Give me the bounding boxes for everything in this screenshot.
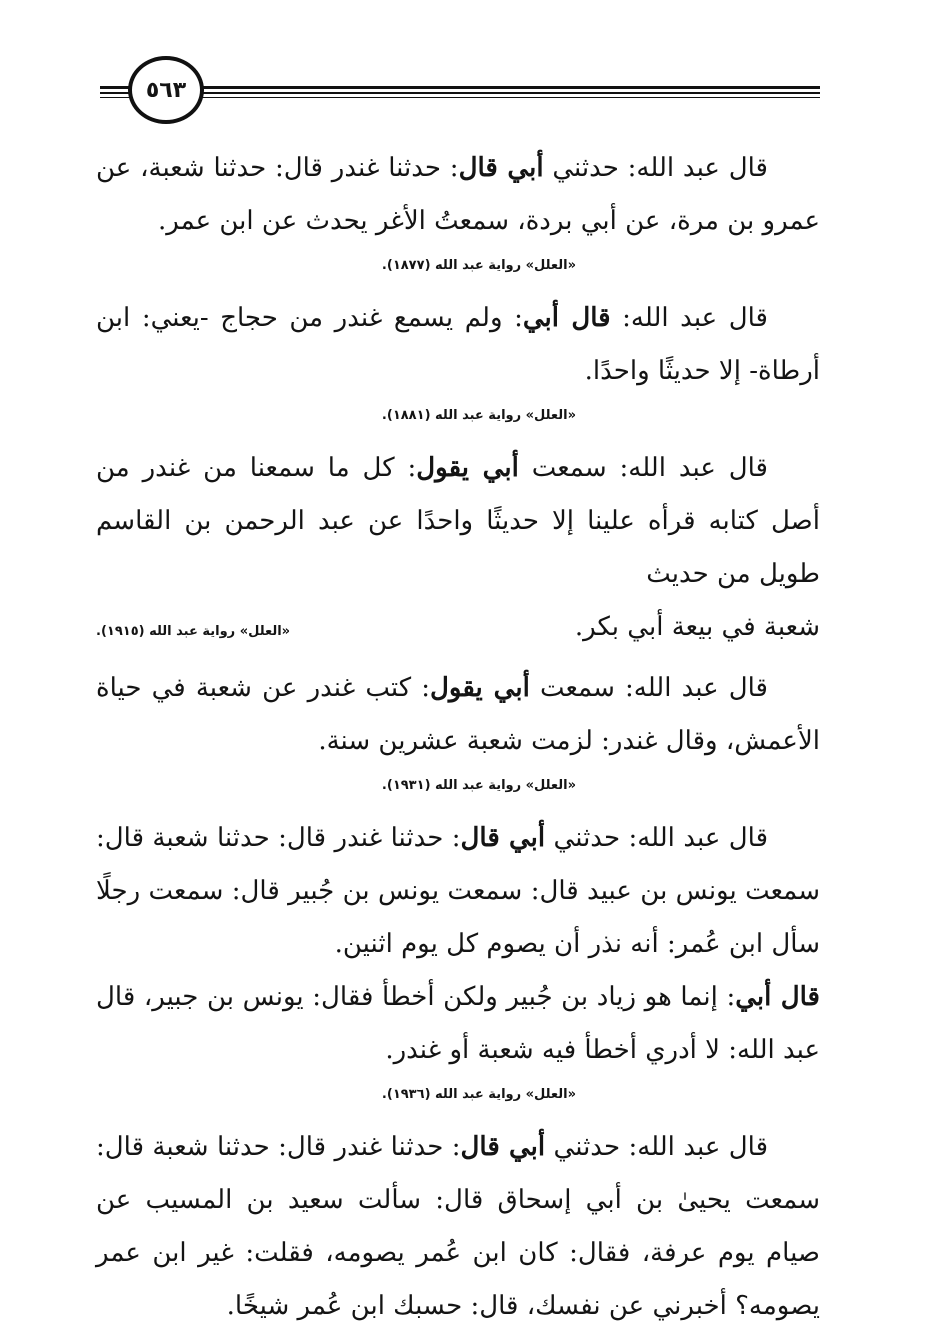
text: : كتب غندر عن شعبة في حياة الأعمش، وقال غندر: لزمت شعبة عشرين سنة. [96,673,820,756]
entry-paragraph [96,971,820,1077]
source-citation: «العلل» رواية عبد الله (١٩٣٦). [381,1087,576,1102]
bold-text: أبي يقول [416,453,519,483]
source-citation: «العلل» رواية عبد الله (١٨٨١). [381,408,576,423]
bold-text: أبي قال [460,823,546,853]
text: قال عبد الله: حدثني [545,823,768,853]
text: : كل ما سمعنا من غندر من أصل كتابه قرأه علينا إلا حديثًا واحدًا عن عبد الرحمن بن القاسم طويل من حديث [96,453,820,589]
bold-text: قال أبي [522,303,611,333]
source-citation: «العلل» رواية عبد الله (١٨٧٧). [381,258,576,273]
text: : حدثنا غندر قال: حدثنا شعبة، عن عمرو بن مرة، عن أبي بردة، سمعتُ الأغر يحدث عن ابن عمر. [96,153,820,236]
bold-text: قال أبي [735,982,820,1012]
header-rule [100,92,820,94]
text: شعبة في بيعة أبي بكر. [574,612,820,642]
source-citation: «العلل» رواية عبد الله (١٩١٥). [96,624,291,639]
entry-paragraph [96,142,820,248]
text: قال عبد الله: حدثني [543,153,768,183]
text: : حدثنا غندر قال: حدثنا شعبة قال: سمعت يحيىٰ بن أبي إسحاق قال: سألت سعيد بن المسيب عن صيام يوم عرفة، فقال: كان ابن عُمر يصومه، فقلت: غير ابن عمر يصومه؟ أخبرني عن نفسك، قال: حسبك ابن عُمر شيخًا. [96,1132,820,1321]
header-rule [100,86,820,89]
header-rule [100,97,820,98]
text: قال عبد الله: سمعت [529,673,768,703]
page-number: ٥٦٣ [145,77,187,103]
entry-last-line [96,601,820,654]
page-body [96,142,820,1333]
text: قال عبد الله: سمعت [518,453,768,483]
text: : إنما هو زياد بن جُبير ولكن أخطأ فقال: يونس بن جبير، قال عبد الله: لا أدري أخطأ فيه شعبة أو غندر. [96,982,820,1065]
page-number-badge [128,56,204,124]
entry-paragraph [96,812,820,971]
page-header [0,0,939,130]
text: قال عبد الله: حدثني [545,1132,768,1162]
entry-paragraph [96,442,820,601]
entry-paragraph [96,662,820,768]
text: : ولم يسمع غندر من حجاج -يعني: ابن أرطاة- إلا حديثًا واحدًا. [96,303,820,386]
entry-paragraph [96,1121,820,1333]
text: : حدثنا غندر قال: حدثنا شعبة قال: سمعت يونس بن عبيد قال: سمعت يونس بن جُبير قال: سمعت رجلًا سأل ابن عُمر: أنه نذر أن يصوم كل يوم اثنين. [96,823,820,959]
entry-paragraph [96,292,820,398]
bold-text: أبي قال [458,153,544,183]
source-citation: «العلل» رواية عبد الله (١٩٣١). [381,778,576,793]
bold-text: أبي يقول [430,673,530,703]
text: قال عبد الله: [610,303,768,333]
bold-text: أبي قال [460,1132,546,1162]
